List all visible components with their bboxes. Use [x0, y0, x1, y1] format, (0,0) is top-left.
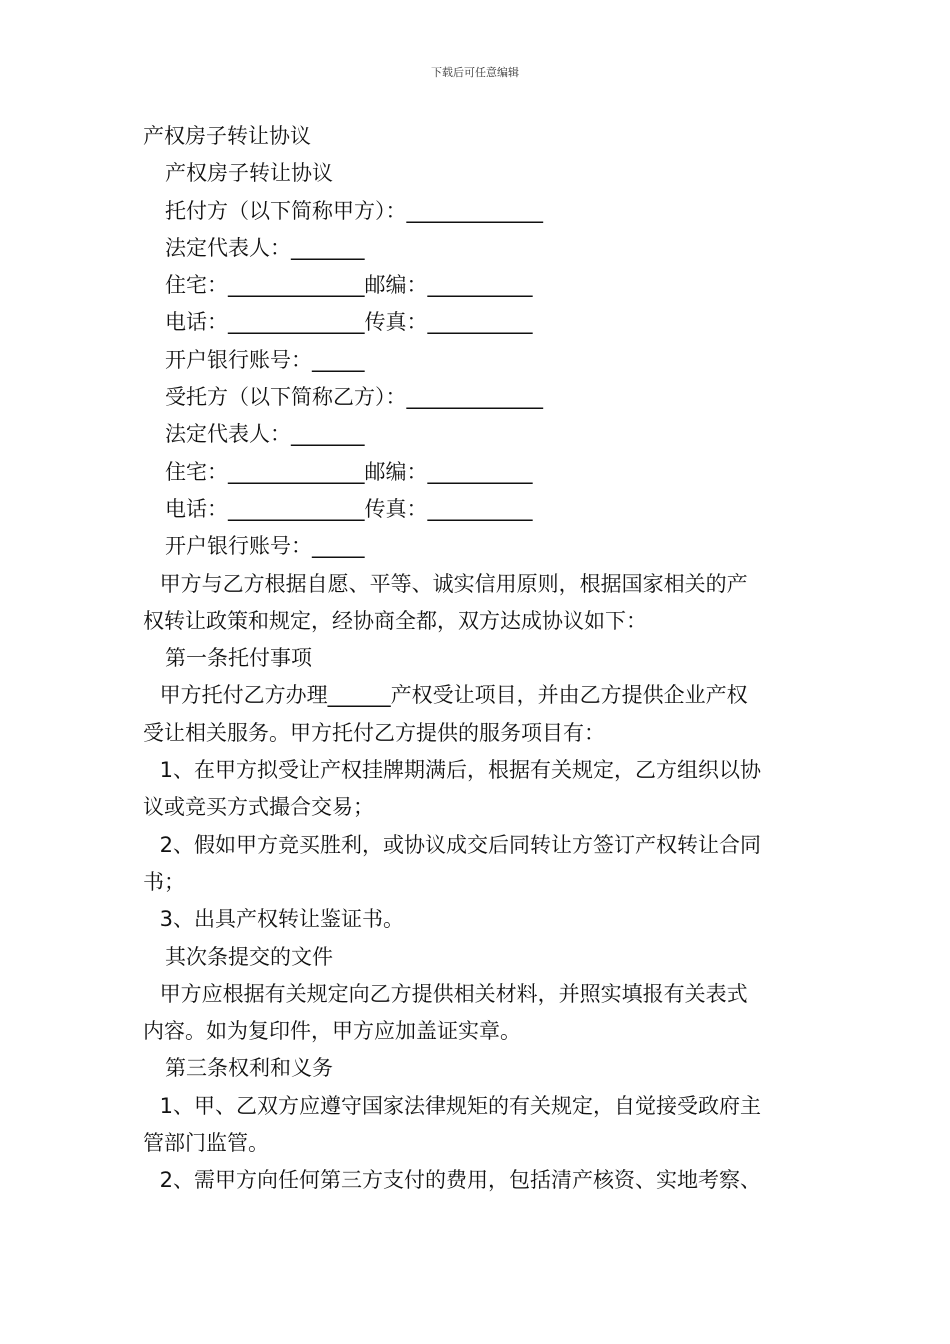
doc-line: 产权房子转让协议: [165, 161, 333, 186]
list-item-continuation: 管部门监管。: [143, 1131, 269, 1156]
list-item-continuation: 书；: [143, 869, 185, 894]
paragraph-line: 受让相关服务。甲方托付乙方提供的服务项目有：: [143, 720, 605, 745]
list-item: 3、出具产权转让鉴证书。: [153, 907, 405, 932]
document-title: 产权房子转让协议: [143, 124, 311, 148]
document-body: [143, 118, 813, 1200]
doc-line: 托付方（以下简称甲方）：_____________: [165, 198, 543, 223]
paragraph-line: 甲方应根据有关规定向乙方提供相关材料，并照实填报有关表式: [153, 981, 748, 1006]
doc-line: 受托方（以下简称乙方）：_____________: [165, 385, 543, 410]
doc-line: 电话：_____________传真：__________: [165, 496, 533, 521]
doc-line: 法定代表人：_______: [165, 235, 365, 260]
list-item: 2、需甲方向任何第三方支付的费用，包括清产核资、实地考察、: [153, 1168, 762, 1193]
list-item: 1、在甲方拟受让产权挂牌期满后，根据有关规定，乙方组织以协: [153, 758, 762, 783]
doc-line: 开户银行账号：_____: [165, 534, 365, 559]
article-heading: 其次条提交的文件: [165, 944, 333, 969]
list-item: 2、假如甲方竞买胜利，或协议成交后同转让方签订产权转让合同: [153, 832, 762, 857]
paragraph-line: 甲方托付乙方办理______产权受让项目，并由乙方提供企业产权: [153, 683, 748, 708]
paragraph-line: 甲方与乙方根据自愿、平等、诚实信用原则，根据国家相关的产: [153, 571, 748, 596]
doc-line: 法定代表人：_______: [165, 422, 365, 447]
page-header-note: 下载后可任意编辑: [431, 66, 519, 79]
list-item: 1、甲、乙双方应遵守国家法律规矩的有关规定，自觉接受政府主: [153, 1093, 762, 1118]
doc-line: 住宅：_____________邮编：__________: [165, 273, 533, 298]
doc-line: 电话：_____________传真：__________: [165, 310, 533, 335]
doc-line: 开户银行账号：_____: [165, 347, 365, 372]
paragraph-line: 权转让政策和规定，经协商全都，双方达成协议如下：: [143, 608, 647, 633]
article-heading: 第三条权利和义务: [165, 1056, 333, 1081]
list-item-continuation: 议或竞买方式撮合交易；: [143, 795, 374, 820]
doc-line: 住宅：_____________邮编：__________: [165, 459, 533, 484]
article-heading: 第一条托付事项: [165, 646, 312, 671]
paragraph-line: 内容。如为复印件，甲方应加盖证实章。: [143, 1019, 521, 1044]
